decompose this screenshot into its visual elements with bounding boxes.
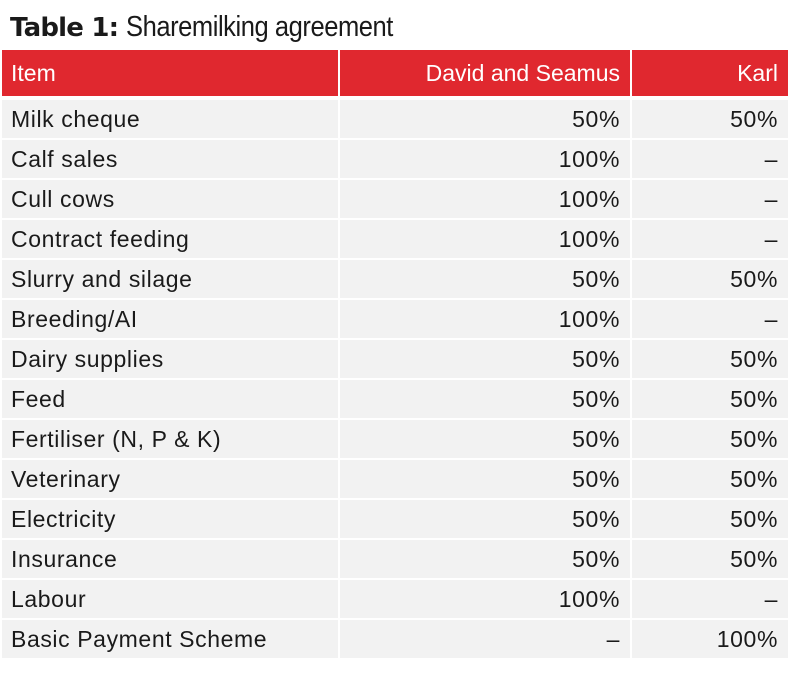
row-item-cell: Slurry and silage <box>2 260 340 298</box>
row-david-and-seamus-cell: 100% <box>340 580 632 618</box>
table-row <box>2 420 788 460</box>
row-item-cell: Basic Payment Scheme <box>2 620 340 658</box>
row-item-cell: Cull cows <box>2 180 340 218</box>
row-karl-cell: 50% <box>632 340 788 378</box>
row-karl-cell: – <box>632 300 788 338</box>
table-row <box>2 100 788 140</box>
row-karl-cell: 50% <box>632 500 788 538</box>
table-row <box>2 260 788 300</box>
row-david-and-seamus-cell: 50% <box>340 460 632 498</box>
header-item: Item <box>2 50 340 96</box>
row-item-cell: Contract feeding <box>2 220 340 258</box>
header-david-and-seamus: David and Seamus <box>340 50 632 96</box>
table-header-row <box>2 50 788 96</box>
table-row <box>2 300 788 340</box>
row-karl-cell: 50% <box>632 100 788 138</box>
row-david-and-seamus-cell: – <box>340 620 632 658</box>
row-david-and-seamus-cell: 50% <box>340 260 632 298</box>
row-item-cell: Labour <box>2 580 340 618</box>
row-item-cell: Electricity <box>2 500 340 538</box>
table-row <box>2 380 788 420</box>
row-karl-cell: 100% <box>632 620 788 658</box>
row-karl-cell: – <box>632 180 788 218</box>
row-karl-cell: 50% <box>632 380 788 418</box>
row-david-and-seamus-cell: 50% <box>340 500 632 538</box>
table-row <box>2 580 788 620</box>
row-david-and-seamus-cell: 50% <box>340 540 632 578</box>
row-item-cell: Feed <box>2 380 340 418</box>
row-item-cell: Fertiliser (N, P & K) <box>2 420 340 458</box>
row-david-and-seamus-cell: 50% <box>340 420 632 458</box>
row-item-cell: Veterinary <box>2 460 340 498</box>
table-title <box>10 9 429 45</box>
row-david-and-seamus-cell: 100% <box>340 220 632 258</box>
row-david-and-seamus-cell: 100% <box>340 140 632 178</box>
row-karl-cell: – <box>632 580 788 618</box>
table-row <box>2 220 788 260</box>
table-title-prefix: Table 1: <box>10 13 119 43</box>
header-karl: Karl <box>632 50 788 96</box>
table-row <box>2 540 788 580</box>
table-row <box>2 500 788 540</box>
row-david-and-seamus-cell: 100% <box>340 180 632 218</box>
row-karl-cell: 50% <box>632 420 788 458</box>
row-karl-cell: – <box>632 140 788 178</box>
table-row <box>2 460 788 500</box>
row-david-and-seamus-cell: 50% <box>340 380 632 418</box>
row-item-cell: Breeding/AI <box>2 300 340 338</box>
table-row <box>2 140 788 180</box>
row-item-cell: Insurance <box>2 540 340 578</box>
row-karl-cell: – <box>632 220 788 258</box>
row-david-and-seamus-cell: 100% <box>340 300 632 338</box>
table-row <box>2 340 788 380</box>
row-david-and-seamus-cell: 50% <box>340 340 632 378</box>
table-row <box>2 180 788 220</box>
row-david-and-seamus-cell: 50% <box>340 100 632 138</box>
row-item-cell: Calf sales <box>2 140 340 178</box>
row-karl-cell: 50% <box>632 460 788 498</box>
table-row <box>2 620 788 660</box>
row-karl-cell: 50% <box>632 260 788 298</box>
row-item-cell: Dairy supplies <box>2 340 340 378</box>
row-item-cell: Milk cheque <box>2 100 340 138</box>
table-body <box>2 100 788 660</box>
row-karl-cell: 50% <box>632 540 788 578</box>
table-title-caption: Sharemilking agreement <box>126 11 394 43</box>
